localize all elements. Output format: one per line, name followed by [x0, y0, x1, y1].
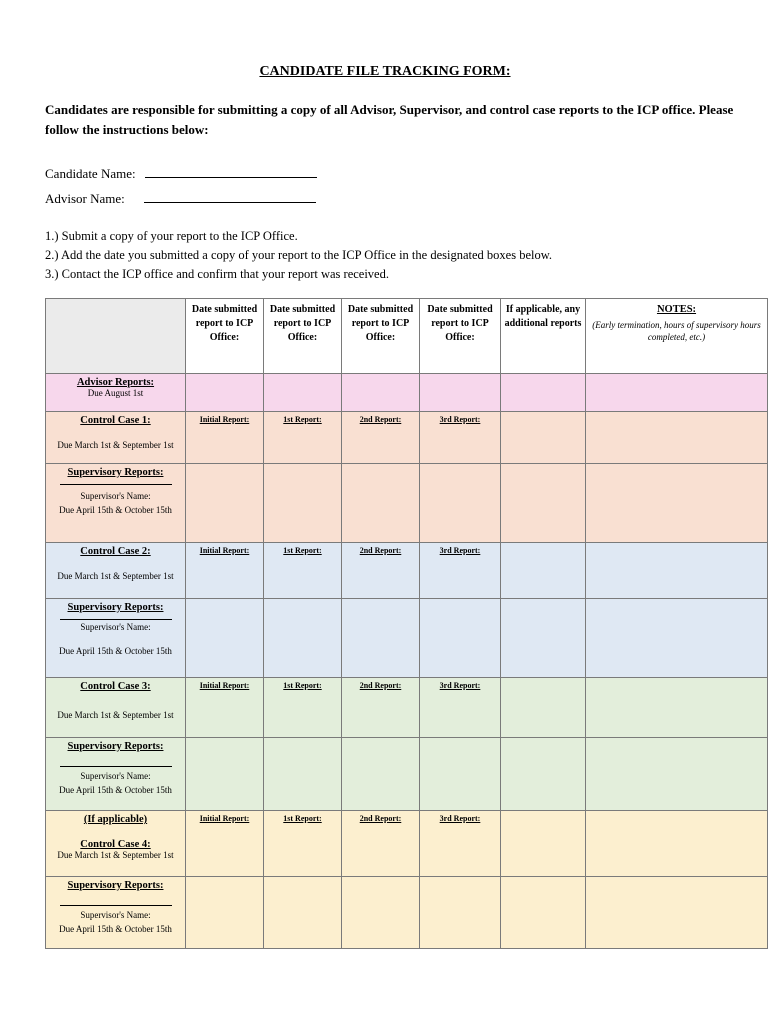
header-date-2: Date submitted report to ICP Office: — [264, 299, 342, 374]
supervisory-1-row — [46, 464, 768, 543]
control-case-1-row — [46, 412, 768, 464]
second-report-label[interactable]: 2nd Report: — [342, 412, 420, 464]
date-cell[interactable] — [420, 374, 501, 412]
date-cell[interactable] — [186, 599, 264, 678]
date-cell[interactable] — [186, 877, 264, 949]
control-case-3-due: Due March 1st & September 1st — [57, 710, 174, 720]
notes-cell[interactable] — [586, 543, 768, 599]
supervisory-3-title: Supervisory Reports: — [67, 741, 164, 752]
supervisory-3-label-cell — [46, 738, 186, 811]
first-report-label[interactable]: 1st Report: — [264, 678, 342, 738]
tracking-table — [45, 298, 768, 949]
notes-cell[interactable] — [586, 464, 768, 543]
control-case-4-title: Control Case 4: — [80, 839, 151, 850]
instructions-list — [45, 227, 552, 284]
notes-cell[interactable] — [586, 738, 768, 811]
supervisory-2-title: Supervisory Reports: — [67, 602, 164, 613]
date-cell[interactable] — [420, 464, 501, 543]
additional-cell[interactable] — [501, 738, 586, 811]
supervisory-2-row — [46, 599, 768, 678]
notes-cell[interactable] — [586, 678, 768, 738]
notes-title: NOTES: — [656, 304, 697, 315]
supervisory-4-due: Due April 15th & October 15th — [59, 924, 172, 934]
supervisory-1-title: Supervisory Reports: — [67, 467, 164, 478]
header-blank — [46, 299, 186, 374]
supervisory-2-label-cell — [46, 599, 186, 678]
first-report-label[interactable]: 1st Report: — [264, 543, 342, 599]
date-cell[interactable] — [264, 599, 342, 678]
supervisory-2-due: Due April 15th & October 15th — [59, 646, 172, 656]
supervisory-1-due: Due April 15th & October 15th — [59, 505, 172, 515]
candidate-name-line[interactable] — [145, 167, 317, 178]
notes-subtitle: (Early termination, hours of supervisory hours completed, etc.) — [592, 320, 761, 342]
supervisor-name-line[interactable] — [60, 478, 172, 485]
date-cell[interactable] — [186, 738, 264, 811]
control-case-4-label-cell — [46, 811, 186, 877]
control-case-1-due: Due March 1st & September 1st — [57, 440, 174, 450]
supervisor-name-label: Supervisor's Name: — [80, 622, 151, 632]
date-cell[interactable] — [342, 599, 420, 678]
advisor-name-field — [45, 191, 316, 207]
control-case-3-label-cell — [46, 678, 186, 738]
additional-cell[interactable] — [501, 412, 586, 464]
additional-cell[interactable] — [501, 543, 586, 599]
candidate-name-label: Candidate Name: — [45, 166, 136, 181]
header-additional: If applicable, any additional reports — [501, 299, 586, 374]
supervisor-name-line[interactable] — [60, 613, 172, 620]
form-title: CANDIDATE FILE TRACKING FORM: — [259, 64, 511, 79]
date-cell[interactable] — [186, 464, 264, 543]
date-cell[interactable] — [342, 738, 420, 811]
initial-report-label[interactable]: Initial Report: — [186, 678, 264, 738]
additional-cell[interactable] — [501, 811, 586, 877]
control-case-2-title: Control Case 2: — [80, 546, 151, 557]
control-case-1-title: Control Case 1: — [80, 415, 151, 426]
advisor-due: Due August 1st — [87, 388, 144, 398]
second-report-label[interactable]: 2nd Report: — [342, 811, 420, 877]
advisor-name-label: Advisor Name: — [45, 191, 125, 206]
initial-report-label[interactable]: Initial Report: — [186, 811, 264, 877]
supervisor-name-label: Supervisor's Name: — [80, 491, 151, 501]
candidate-name-field — [45, 166, 317, 182]
header-notes — [586, 299, 768, 374]
third-report-label[interactable]: 3rd Report: — [420, 543, 501, 599]
notes-cell[interactable] — [586, 412, 768, 464]
date-cell[interactable] — [342, 464, 420, 543]
advisor-label-cell — [46, 374, 186, 412]
control-case-2-row — [46, 543, 768, 599]
additional-cell[interactable] — [501, 374, 586, 412]
date-cell[interactable] — [420, 877, 501, 949]
notes-cell[interactable] — [586, 811, 768, 877]
supervisory-1-label-cell — [46, 464, 186, 543]
control-case-2-label-cell — [46, 543, 186, 599]
notes-cell[interactable] — [586, 599, 768, 678]
notes-cell[interactable] — [586, 877, 768, 949]
supervisory-4-label-cell — [46, 877, 186, 949]
supervisor-name-label: Supervisor's Name: — [80, 910, 151, 920]
date-cell[interactable] — [342, 877, 420, 949]
advisor-title: Advisor Reports: — [76, 377, 155, 388]
date-cell[interactable] — [186, 374, 264, 412]
first-report-label[interactable]: 1st Report: — [264, 811, 342, 877]
supervisor-name-line[interactable] — [60, 899, 172, 906]
header-date-3: Date submitted report to ICP Office: — [342, 299, 420, 374]
instruction-step: 1.) Submit a copy of your report to the ICP Office. — [45, 229, 298, 243]
second-report-label[interactable]: 2nd Report: — [342, 678, 420, 738]
date-cell[interactable] — [264, 738, 342, 811]
advisor-row — [46, 374, 768, 412]
date-cell[interactable] — [342, 374, 420, 412]
header-row — [46, 299, 768, 374]
third-report-label[interactable]: 3rd Report: — [420, 811, 501, 877]
initial-report-label[interactable]: Initial Report: — [186, 543, 264, 599]
intro-text: Candidates are responsible for submitting a copy of all Advisor, Supervisor, and control case reports to the ICP office. Please follow the instructions below: — [45, 102, 734, 137]
instruction-step: 2.) Add the date you submitted a copy of your report to the ICP Office in the designated boxes below. — [45, 248, 553, 262]
supervisor-name-line[interactable] — [60, 760, 172, 767]
control-case-3-row — [46, 678, 768, 738]
header-date-1: Date submitted report to ICP Office: — [186, 299, 264, 374]
control-case-2-due: Due March 1st & September 1st — [57, 571, 174, 581]
supervisory-4-title: Supervisory Reports: — [67, 880, 164, 891]
control-case-3-title: Control Case 3: — [80, 681, 151, 692]
first-report-label[interactable]: 1st Report: — [264, 412, 342, 464]
date-cell[interactable] — [264, 374, 342, 412]
control-case-1-label-cell — [46, 412, 186, 464]
supervisory-3-row — [46, 738, 768, 811]
additional-cell[interactable] — [501, 464, 586, 543]
supervisory-3-due: Due April 15th & October 15th — [59, 785, 172, 795]
date-cell[interactable] — [420, 738, 501, 811]
supervisor-name-label: Supervisor's Name: — [80, 771, 151, 781]
third-report-label[interactable]: 3rd Report: — [420, 412, 501, 464]
date-cell[interactable] — [264, 877, 342, 949]
advisor-name-line[interactable] — [144, 192, 316, 203]
initial-report-label[interactable]: Initial Report: — [186, 412, 264, 464]
third-report-label[interactable]: 3rd Report: — [420, 678, 501, 738]
notes-cell[interactable] — [586, 374, 768, 412]
instruction-step: 3.) Contact the ICP office and confirm that your report was received. — [45, 267, 389, 281]
second-report-label[interactable]: 2nd Report: — [342, 543, 420, 599]
additional-cell[interactable] — [501, 599, 586, 678]
control-case-4-optional: (If applicable) — [83, 814, 148, 825]
date-cell[interactable] — [420, 599, 501, 678]
date-cell[interactable] — [264, 464, 342, 543]
header-date-4: Date submitted report to ICP Office: — [420, 299, 501, 374]
control-case-4-due: Due March 1st & September 1st — [57, 850, 174, 860]
additional-cell[interactable] — [501, 678, 586, 738]
supervisory-4-row — [46, 877, 768, 949]
additional-cell[interactable] — [501, 877, 586, 949]
control-case-4-row — [46, 811, 768, 877]
